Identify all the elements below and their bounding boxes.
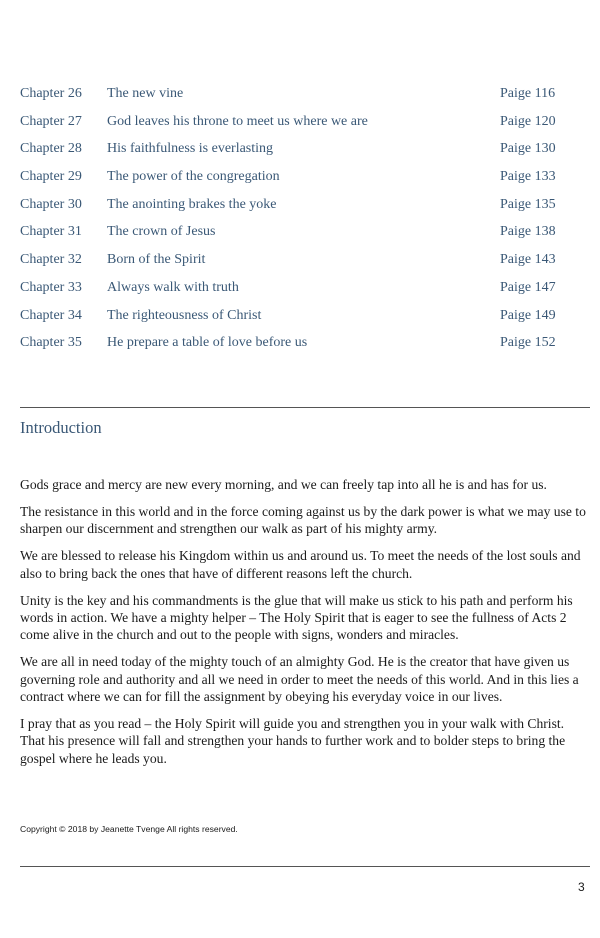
intro-paragraph-1: Gods grace and mercy are new every morning, and we can freely tap into all he is and has for us. — [20, 477, 547, 492]
toc-chapter-title: The righteousness of Christ — [107, 307, 262, 323]
toc-entry-chapter-30[interactable] — [20, 191, 565, 219]
toc-chapter-label: Chapter 29 — [20, 169, 82, 185]
footer-divider — [20, 866, 590, 867]
toc-chapter-label: Chapter 31 — [20, 224, 82, 240]
toc-page-ref: Paige 138 — [500, 224, 556, 240]
toc-page-ref: Paige 147 — [500, 279, 556, 295]
introduction-heading: Introduction — [20, 418, 102, 437]
toc-entry-chapter-27[interactable] — [20, 108, 565, 136]
toc-page-ref: Paige 149 — [500, 307, 556, 323]
toc-page-ref: Paige 130 — [500, 141, 556, 157]
toc-chapter-label: Chapter 27 — [20, 113, 82, 129]
intro-paragraph-4: Unity is the key and his commandments is the glue that will make us stick to his path and perform his words in action. We have a mighty helper – The Holy Spirit that is eager to see the fullness of Acts 2 come alive in the church and out to the people with signs, wonders and miracles. — [20, 592, 573, 643]
toc-page-ref: Paige 135 — [500, 196, 556, 212]
toc-chapter-label: Chapter 33 — [20, 279, 82, 295]
toc-chapter-title: Always walk with truth — [107, 279, 239, 295]
toc-entry-chapter-31[interactable] — [20, 218, 565, 246]
toc-chapter-title: God leaves his throne to meet us where we are — [107, 113, 368, 129]
toc-chapter-title: The anointing brakes the yoke — [107, 196, 277, 212]
toc-entry-chapter-35[interactable] — [20, 329, 565, 357]
introduction-body — [20, 476, 588, 777]
toc-entry-chapter-32[interactable] — [20, 246, 565, 274]
toc-chapter-title: The power of the congregation — [107, 169, 280, 185]
intro-paragraph-5: We are all in need today of the mighty touch of an almighty God. He is the creator that have given us governing role and authority and all we need in order to meet the needs of this world. And in this lies a contract where we can for fill the assignment by obeying his everyday voice in our lives. — [20, 654, 579, 705]
page-number: 3 — [578, 880, 585, 894]
toc-entry-chapter-28[interactable] — [20, 135, 565, 163]
intro-paragraph-3: We are blessed to release his Kingdom within us and around us. To meet the needs of the lost souls and also to bring back the ones that have of different reasons left the church. — [20, 548, 581, 581]
toc-chapter-label: Chapter 30 — [20, 196, 82, 212]
toc-chapter-title: The crown of Jesus — [107, 224, 216, 240]
toc-page-ref: Paige 116 — [500, 86, 556, 101]
toc-chapter-label: Chapter 26 — [20, 86, 82, 101]
section-divider-top — [20, 407, 590, 408]
toc-chapter-title: The new vine — [107, 86, 184, 101]
toc-page-ref: Paige 143 — [500, 252, 556, 268]
intro-paragraph-6: I pray that as you read – the Holy Spirit will guide you and strengthen you in your walk with Christ. That his presence will fall and strengthen your hands to further work and to bolder steps to bring the gospel where he leads you. — [20, 715, 566, 766]
table-of-contents — [20, 80, 565, 357]
toc-chapter-label: Chapter 28 — [20, 141, 82, 157]
toc-chapter-label: Chapter 35 — [20, 335, 82, 351]
toc-entry-chapter-26[interactable] — [20, 80, 565, 108]
toc-page-ref: Paige 120 — [500, 113, 556, 129]
copyright-notice: Copyright © 2018 by Jeanette Tvenge All rights reserved. — [20, 824, 238, 834]
intro-paragraph-2: The resistance in this world and in the force coming against us by the dark power is what we may use to sharpen our discernment and strengthen our walk as part of his mighty army. — [20, 503, 586, 537]
toc-entry-chapter-33[interactable] — [20, 274, 565, 302]
toc-chapter-title: Born of the Spirit — [107, 252, 206, 268]
toc-entry-chapter-29[interactable] — [20, 163, 565, 191]
toc-page-ref: Paige 133 — [500, 169, 556, 185]
toc-chapter-label: Chapter 32 — [20, 252, 82, 268]
toc-page-ref: Paige 152 — [500, 335, 556, 351]
toc-chapter-label: Chapter 34 — [20, 307, 82, 323]
toc-entry-chapter-34[interactable] — [20, 302, 565, 330]
toc-chapter-title: He prepare a table of love before us — [107, 335, 308, 351]
toc-chapter-title: His faithfulness is everlasting — [107, 141, 274, 157]
